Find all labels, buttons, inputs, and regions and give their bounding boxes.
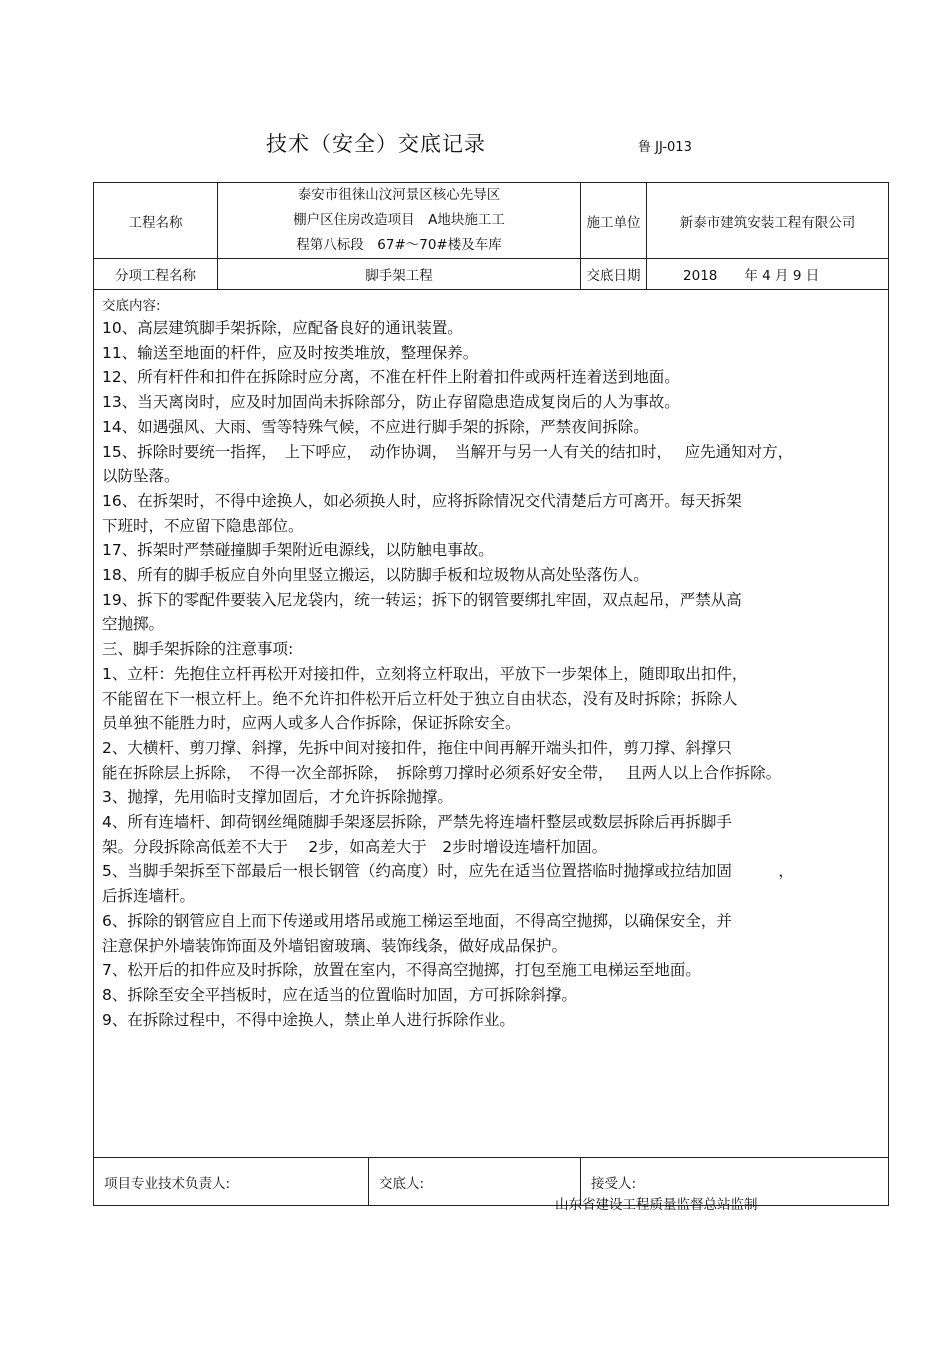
form-code: 鲁 JJ-013: [638, 140, 692, 155]
supervisor-note: 山东省建设工程质量监督总站监制: [555, 1197, 758, 1213]
handover-form: [93, 182, 889, 1206]
content-line: 17、拆架时严禁碰撞脚手架附近电源线，以防触电事故。: [102, 541, 494, 560]
content-line: 6、拆除的钢管应自上而下传递或用塔吊或施工梯运至地面，不得高空抛掷，以确保安全，并: [102, 911, 732, 930]
content-line: 3、抛撑，先用临时支撑加固后，才允许拆除抛撑。: [102, 788, 453, 807]
project-name-line: 棚户区住房改造项目 A地块施工工: [293, 212, 505, 228]
content-line: 10、高层建筑脚手架拆除，应配备良好的通讯装置。: [102, 319, 463, 337]
content-line: 18、所有的脚手板应自外向里竖立搬运，以防脚手板和垃圾物从高处坠落伤人。: [102, 566, 649, 585]
content-line: 16、在拆架时，不得中途换人，如必须换人时，应将拆除情况交代清楚后方可离开。每天拆架: [102, 491, 742, 510]
content-line: 不能留在下一根立杆上。绝不允许扣件松开后立杆处于独立自由状态，没有及时拆除；拆除人: [102, 689, 738, 708]
handover-date-label: 交底日期: [581, 259, 647, 290]
content-line: 7、松开后的扣件应及时拆除，放置在室内，不得高空抛掷，打包至施工电梯运至地面。: [102, 961, 701, 980]
construction-unit-value: 新泰市建筑安装工程有限公司: [647, 183, 889, 259]
content-line: 9、在拆除过程中，不得中途换人，禁止单人进行拆除作业。: [102, 1010, 515, 1029]
receiver-signature: 接受人:: [581, 1158, 889, 1206]
project-name-line: 程第八标段 67#～70#楼及车库: [296, 237, 502, 253]
content-line: 架。分段拆除高低差不大于 2步，如高差大于 2步时增设连墙杆加固。: [102, 837, 608, 856]
content-line: 4、所有连墙杆、卸荷钢丝绳随脚手架逐层拆除，严禁先将连墙杆整层或数层拆除后再拆脚手: [102, 813, 732, 832]
content-line: 19、拆下的零配件要装入尼龙袋内，统一转运；拆下的钢管要绑扎牢固，双点起吊，严禁从高: [102, 590, 742, 609]
content-line: 8、拆除至安全平挡板时，应在适当的位置临时加固，方可拆除斜撑。: [102, 985, 577, 1004]
project-name-label: 工程名称: [94, 183, 218, 259]
content-lines: [102, 316, 880, 1032]
content-line: 能在拆除层上拆除， 不得一次全部拆除， 拆除剪刀撑时必须系好安全带， 且两人以上合作拆除。: [102, 763, 782, 782]
subproject-name-label: 分项工程名称: [94, 259, 218, 290]
content-line: 14、如遇强风、大雨、雪等特殊气候，不应进行脚手架的拆除，严禁夜间拆除。: [102, 417, 649, 436]
content-line: 2、大横杆、剪刀撑、斜撑，先拆中间对接扣件，拖住中间再解开端头扣件，剪刀撑、斜撑只: [102, 738, 732, 757]
content-line: 空抛掷。: [102, 615, 165, 634]
subproject-name-value: 脚手架工程: [218, 259, 581, 290]
content-line: 15、拆除时要统一指挥， 上下呼应， 动作协调， 当解开与另一人有关的结扣时， 应先通知对方，: [102, 442, 794, 461]
project-name-value: [218, 183, 581, 259]
project-name-line: 泰安市徂徕山汶河景区核心先导区: [297, 187, 501, 203]
page-title: 技术（安全）交底记录: [266, 132, 486, 156]
content-line: 员单独不能胜力时，应两人或多人合作拆除，保证拆除安全。: [102, 714, 521, 733]
content-line: 11、输送至地面的杆件，应及时按类堆放，整理保养。: [102, 343, 479, 362]
briefer-signature: 交底人:: [369, 1158, 581, 1206]
content-line: 后拆连墙杆。: [102, 887, 196, 906]
content-heading: 交底内容:: [102, 298, 161, 314]
content-line: 三、脚手架拆除的注意事项:: [102, 640, 294, 659]
construction-unit-label: 施工单位: [581, 183, 647, 259]
handover-content: [94, 290, 889, 1158]
handover-date-value: 2018 年 4 月 9 日: [647, 259, 889, 290]
content-line: 5、当脚手架拆至下部最后一根长钢管（约高度）时，应先在适当位置搭临时抛撑或拉结加固 ，: [102, 862, 794, 881]
content-line: 1、立杆：先抱住立杆再松开对接扣件，立刻将立杆取出，平放下一步架体上，随即取出扣件，: [102, 664, 748, 683]
content-line: 以防坠落。: [102, 467, 180, 486]
content-line: 下班时，不应留下隐患部位。: [102, 516, 304, 535]
content-line: 13、当天离岗时，应及时加固尚未拆除部分，防止存留隐患造成复岗后的人为事故。: [102, 393, 680, 412]
content-line: 注意保护外墙装饰饰面及外墙铝窗玻璃、装饰线条，做好成品保护。: [102, 936, 568, 955]
tech-lead-signature: 项目专业技术负责人:: [94, 1158, 369, 1206]
content-line: 12、所有杆件和扣件在拆除时应分离，不准在杆件上附着扣件或两杆连着送到地面。: [102, 368, 680, 387]
